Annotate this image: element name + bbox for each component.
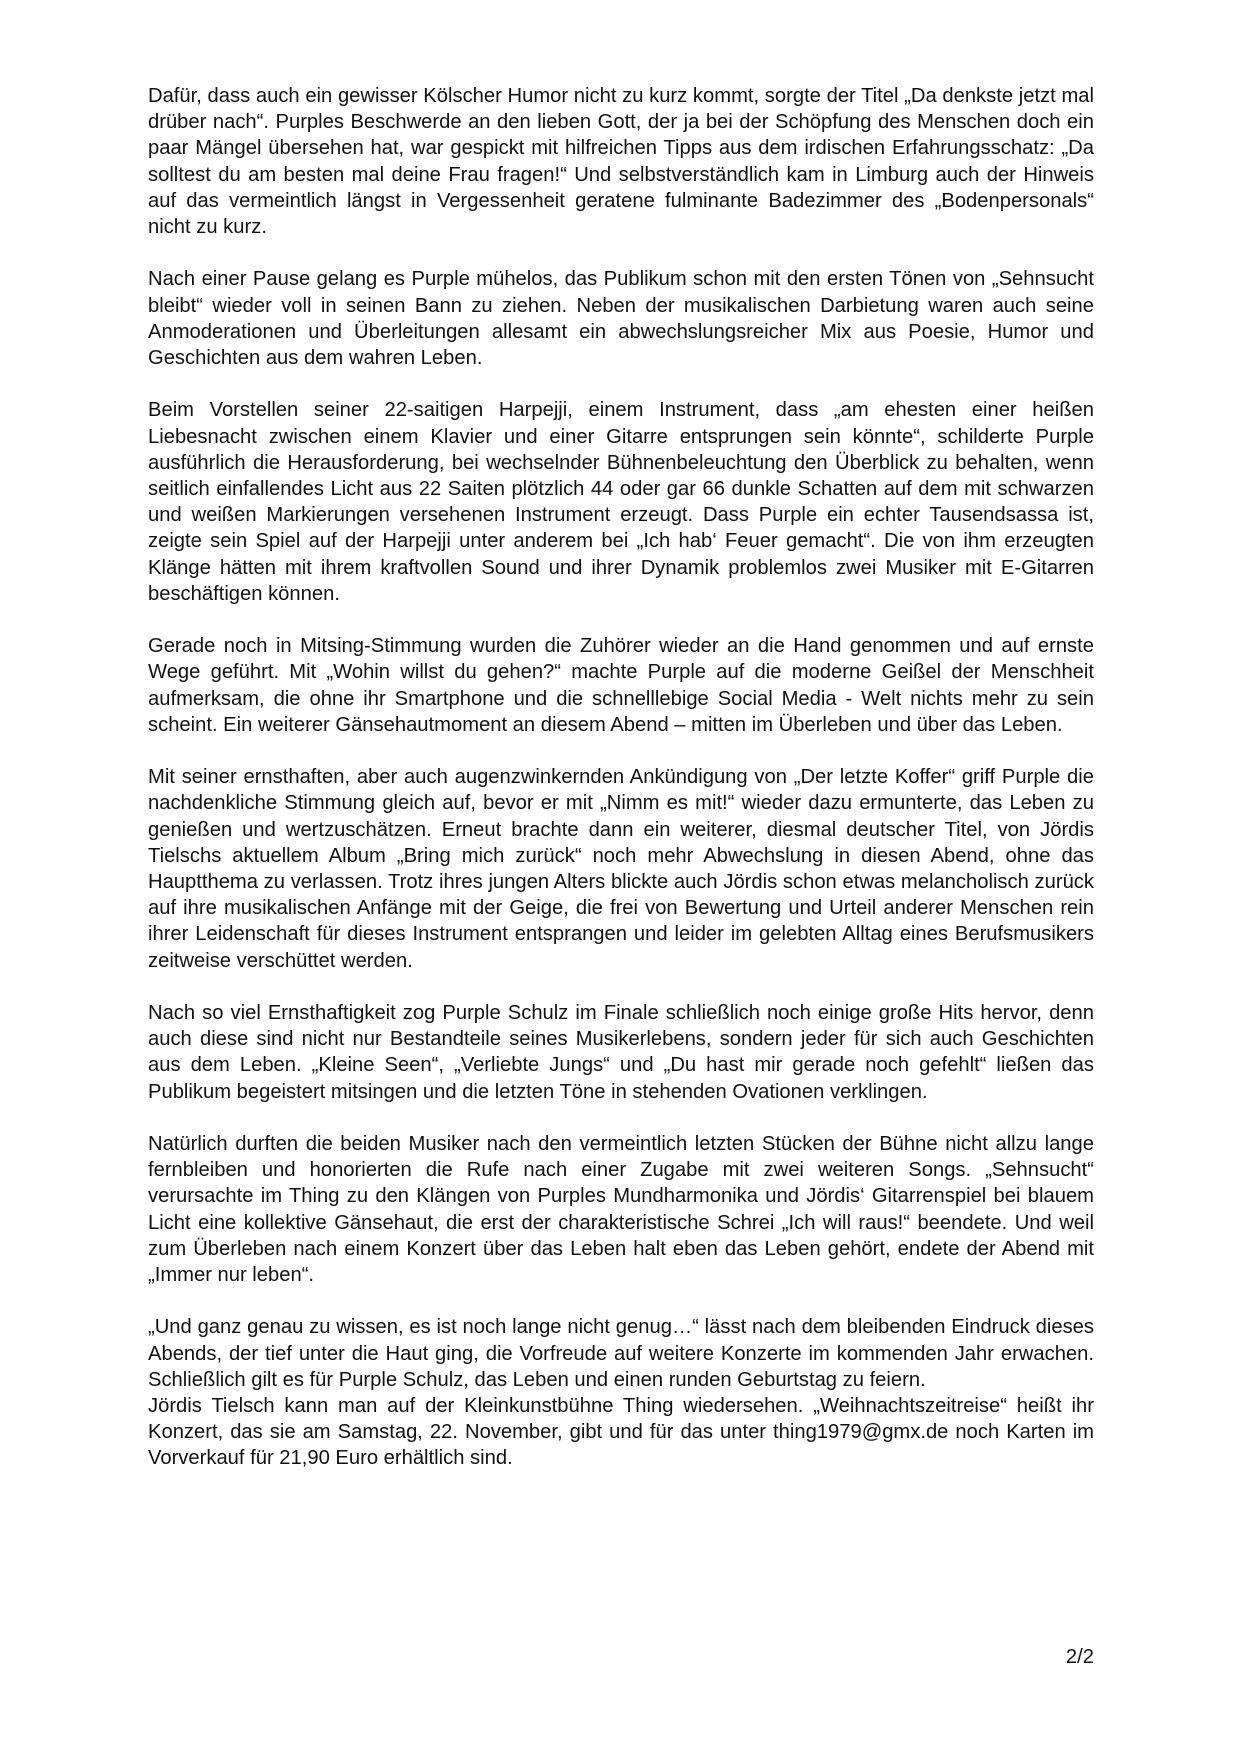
paragraph-wohin-willst-du-gehen: Gerade noch in Mitsing-Stimmung wurden die Zuhörer wieder an die Hand genommen und auf ernste Wege geführt. Mit „Wohin willst du gehen?“ machte Purple auf die moderne Geißel der Menschheit aufmerksam, die ohne ihr Smartphone und die schnelllebige Social Media - Welt nichts mehr zu sein scheint. Ein weiterer Gänsehautmoment an diesem Abend – mitten im Überleben und über das Leben. [148, 635, 1094, 736]
paragraph-koelscher-humor: Dafür, dass auch ein gewisser Kölscher Humor nicht zu kurz kommt, sorgte der Titel „Da denkste jetzt mal drüber nach“. Purples Beschwerde an den lieben Gott, der ja bei der Schöpfung des Menschen doch ein paar Mängel übersehen hat, war gespickt mit hilfreichen Tipps aus dem irdischen Erfahrungsschatz: „Da solltest du am besten mal deine Frau fragen!“ Und selbstverständlich kam in Limburg auch der Hinweis auf das vermeintlich längst in Vergessenheit geratene fulminante Badezimmer des „Bodenpersonals“ nicht zu kurz. [148, 85, 1094, 239]
paragraph-harpejji: Beim Vorstellen seiner 22-saitigen Harpejji, einem Instrument, dass „am ehesten einer heißen Liebesnacht zwischen einem Klavier und einer Gitarre entsprungen sein könnte“, schilderte Purple ausführlich die Herausforderung, bei wechselnder Bühnenbeleuchtung den Überblick zu behalten, wenn seitlich einfallendes Licht aus 22 Saiten plötzlich 44 oder gar 66 dunkle Schatten auf dem mit schwarzen und weißen Markierungen versehenen Instrument erzeugt. Dass Purple ein echter Tausendsassa ist, zeigte sein Spiel auf der Harpejji unter anderem bei „Ich hab‘ Feuer gemacht“. Die von ihm erzeugten Klänge hätten mit ihrem kraftvollen Sound und ihrer Dynamik problemlos zwei Musiker mit E-Gitarren beschäftigen können. [148, 399, 1094, 605]
document-body [148, 83, 1094, 1498]
paragraph-finale-hits: Nach so viel Ernsthaftigkeit zog Purple Schulz im Finale schließlich noch einige große Hits hervor, denn auch diese sind nicht nur Bestandteile seines Musikerlebens, sondern jeder für sich auch Geschichten aus dem Leben. „Kleine Seen“, „Verliebte Jungs“ und „Du hast mir gerade noch gefehlt“ ließen das Publikum begeistert mitsingen und die letzten Töne in stehenden Ovationen verklingen. [148, 1002, 1094, 1103]
paragraph-zugabe: Natürlich durften die beiden Musiker nach den vermeintlich letzten Stücken der Bühne nicht allzu lange fernbleiben und honorierten die Rufe nach einer Zugabe mit zwei weiteren Songs. „Sehnsucht“ verursachte im Thing zu den Klängen von Purples Mundharmonika und Jördis‘ Gitarrenspiel bei blauem Licht eine kollektive Gänsehaut, die erst der charakteristische Schrei „Ich will raus!“ beendete. Und weil zum Überleben nach einem Konzert über das Leben halt eben das Leben gehört, endete der Abend mit „Immer nur leben“. [148, 1133, 1094, 1287]
page-number: 2/2 [1065, 1646, 1094, 1668]
paragraph-ausblick: „Und ganz genau zu wissen, es ist noch lange nicht genug…“ lässt nach dem bleibenden Eindruck dieses Abends, der tief unter die Haut ging, die Vorfreude auf weitere Konzerte im kommenden Jahr erwachen. Schließlich gilt es für Purple Schulz, das Leben und einen runden Geburtstag zu feiern. [148, 1316, 1094, 1391]
paragraph-der-letzte-koffer: Mit seiner ernsthaften, aber auch augenzwinkernden Ankündigung von „Der letzte Koffer“ griff Purple die nachdenkliche Stimmung gleich auf, bevor er mit „Nimm es mit!“ wieder dazu ermunterte, das Leben zu genießen und wertzuschätzen. Erneut brachte dann ein weiterer, diesmal deutscher Titel, von Jördis Tielschs aktuellem Album „Bring mich zurück“ noch mehr Abwechslung in diesen Abend, ohne das Hauptthema zu verlassen. Trotz ihres jungen Alters blickte auch Jördis schon etwas melancholisch zurück auf ihre musikalischen Anfänge mit der Geige, die frei von Bewertung und Urteil anderer Menschen rein ihrer Leidenschaft für dieses Instrument entsprangen und leider im gelebten Alltag eines Berufsmusikers zeitweise verschüttet werden. [148, 766, 1094, 972]
paragraph-nach-der-pause: Nach einer Pause gelang es Purple mühelos, das Publikum schon mit den ersten Tönen von „Sehnsucht bleibt“ wieder voll in seinen Bann zu ziehen. Neben der musikalischen Darbietung waren auch seine Anmoderationen und Überleitungen allesamt ein abwechslungsreicher Mix aus Poesie, Humor und Geschichten aus dem wahren Leben. [148, 268, 1094, 370]
paragraph-weihnachtszeitreise: Jördis Tielsch kann man auf der Kleinkunstbühne Thing wiedersehen. „Weihnachtszeitreise“ heißt ihr Konzert, das sie am Samstag, 22. November, gibt und für das unter thing1979@gmx.de noch Karten im Vorverkauf für 21,90 Euro erhältlich sind. [148, 1395, 1094, 1470]
